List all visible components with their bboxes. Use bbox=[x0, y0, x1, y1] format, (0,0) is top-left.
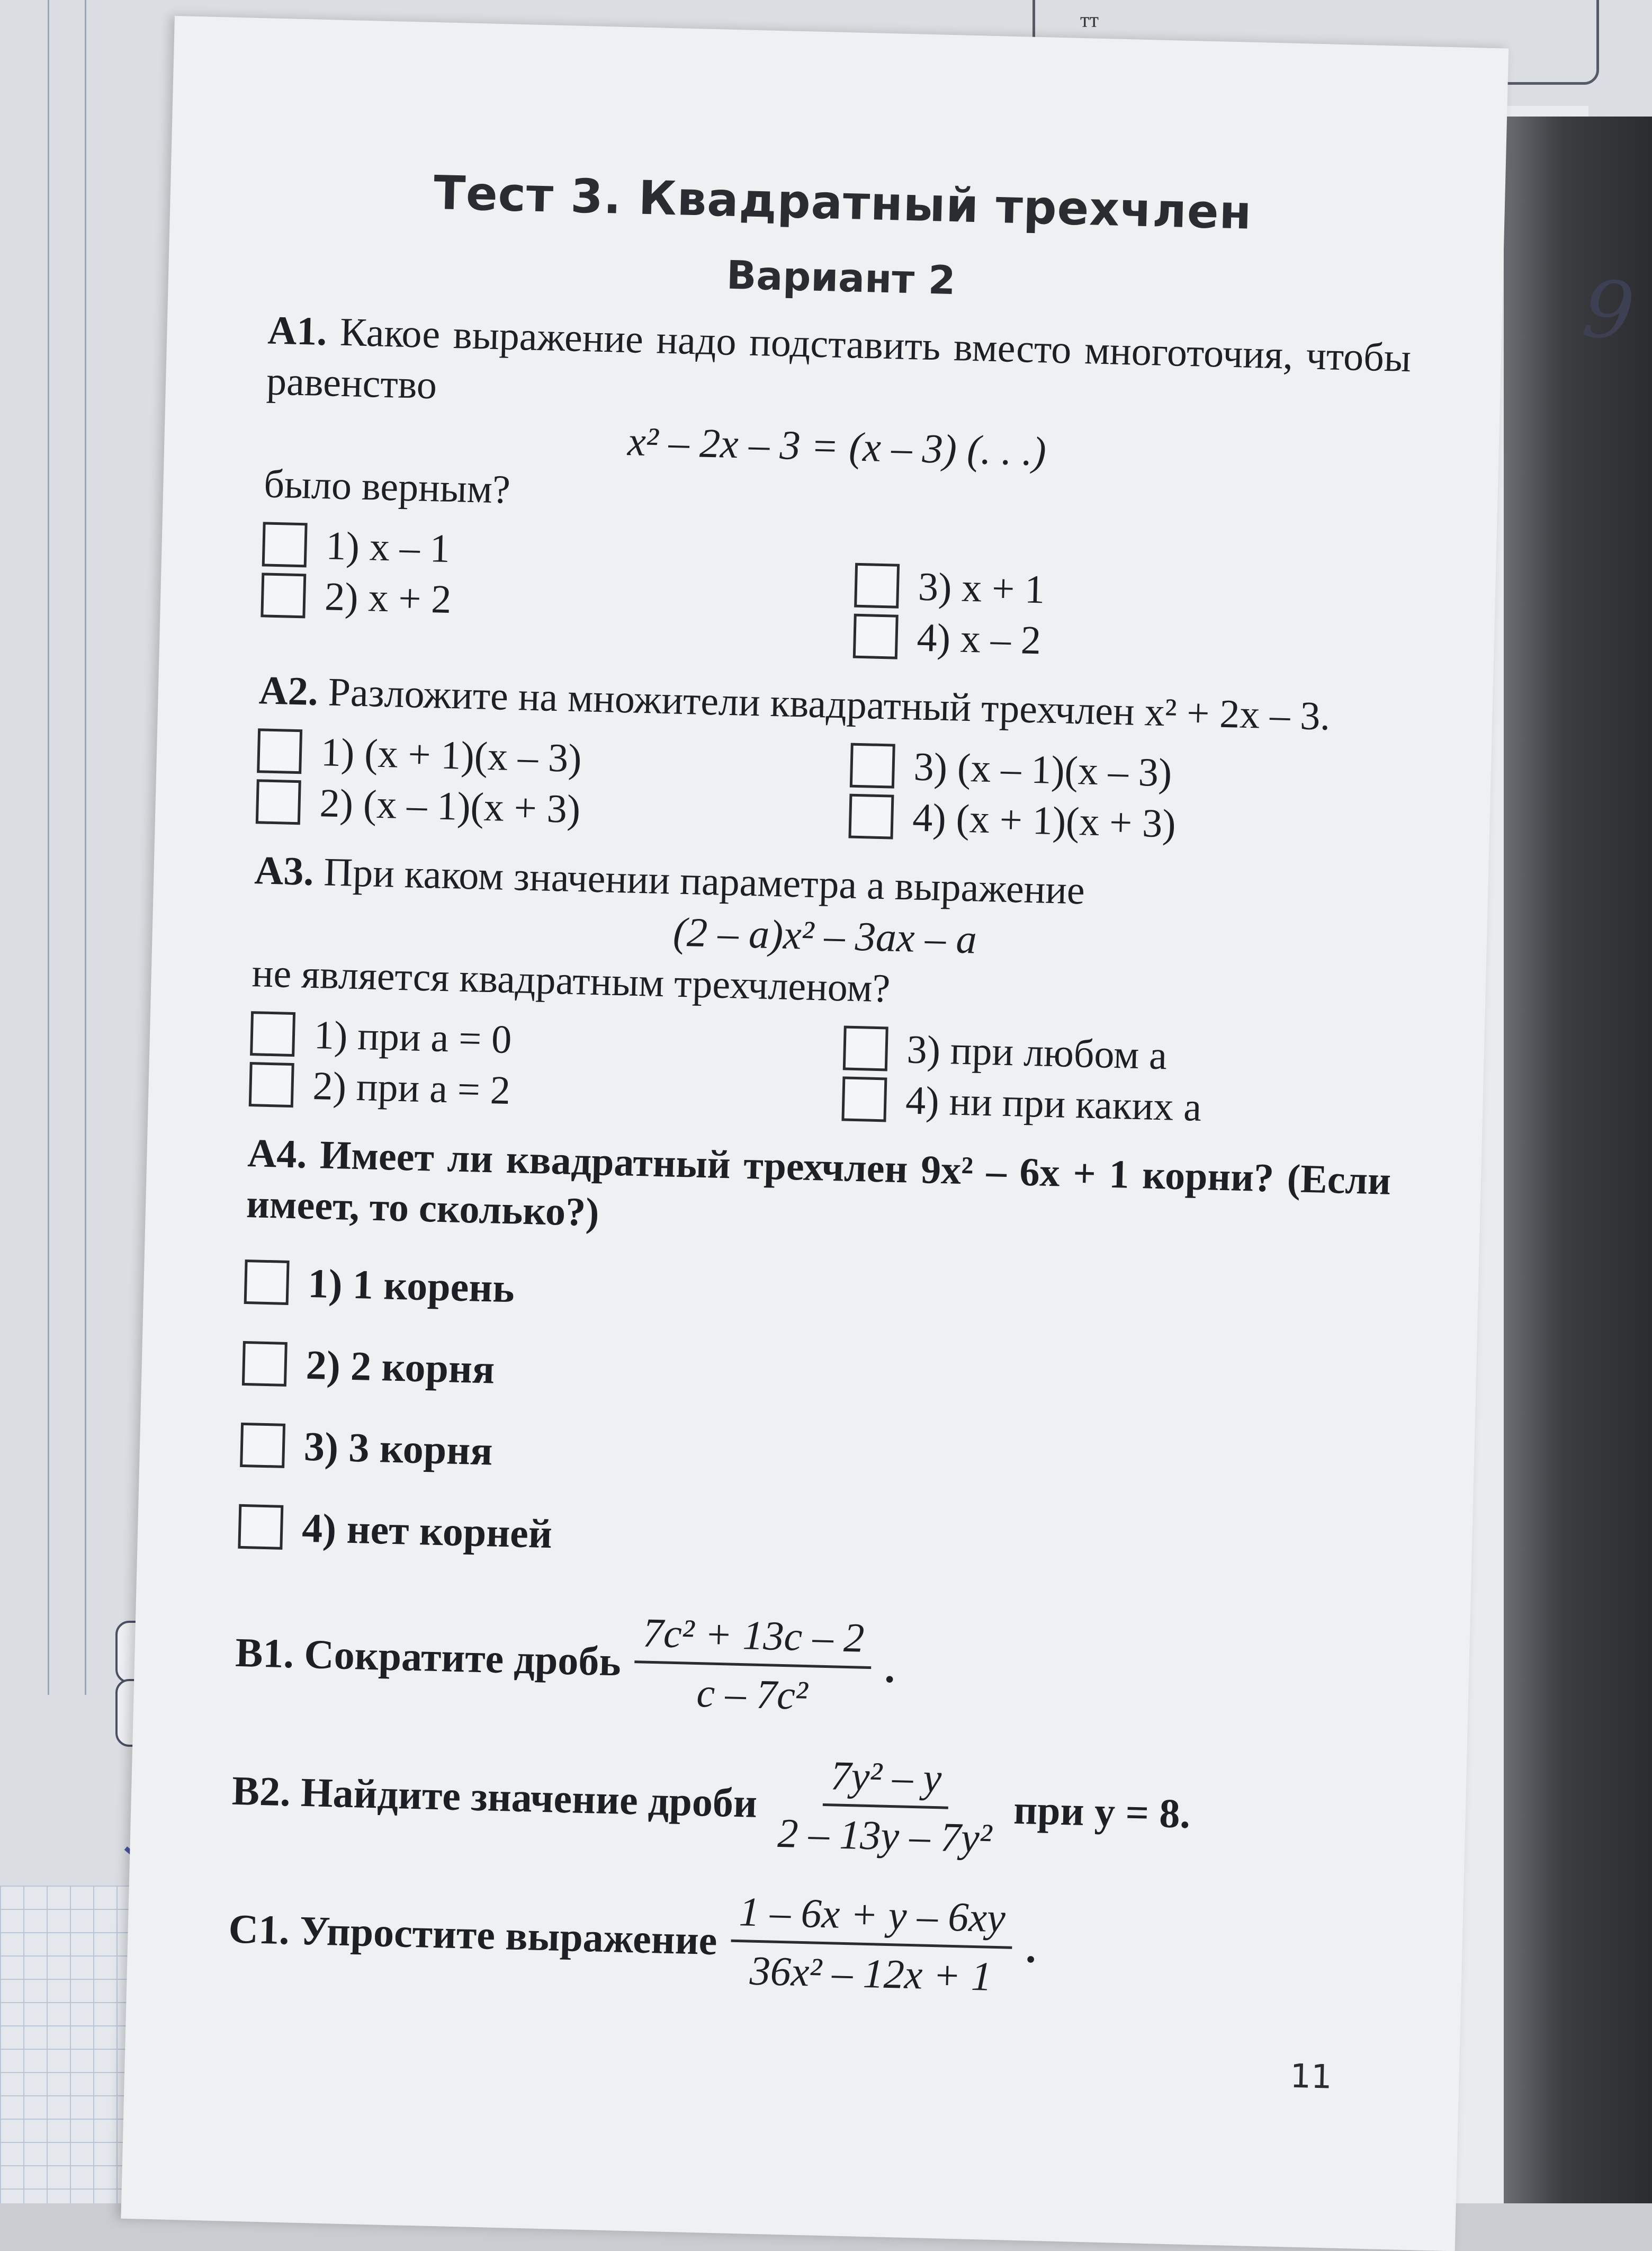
question-text-continued: не является квадратным трехчленом? bbox=[251, 951, 891, 1011]
answer-options bbox=[260, 519, 1406, 675]
option-label: 2) (x – 1)(x + 3) bbox=[319, 780, 581, 832]
options-column bbox=[853, 560, 1406, 675]
checkbox[interactable] bbox=[256, 779, 301, 825]
checkbox[interactable] bbox=[854, 563, 900, 609]
question-text: При каком значении параметра a выражение bbox=[323, 850, 1085, 913]
fraction-denominator: c – 7c² bbox=[696, 1669, 809, 1719]
checkbox[interactable] bbox=[257, 728, 302, 774]
variant-heading: Вариант 2 bbox=[726, 252, 956, 304]
option-label: 3) (x – 1)(x – 3) bbox=[913, 744, 1173, 795]
fraction bbox=[769, 1750, 1001, 1863]
answer-options bbox=[256, 725, 1402, 855]
fraction-numerator: 1 – 6x + y – 6xy bbox=[731, 1888, 1013, 1949]
option-label: 3) x + 1 bbox=[918, 564, 1046, 612]
fraction bbox=[633, 1609, 872, 1721]
question-label: А4. bbox=[247, 1131, 308, 1177]
option-label: 4) ни при каких a bbox=[905, 1077, 1202, 1130]
checkbox[interactable] bbox=[242, 1341, 288, 1387]
checkbox[interactable] bbox=[249, 1062, 294, 1107]
question-label: В1. bbox=[235, 1629, 295, 1676]
question-label: А2. bbox=[258, 668, 319, 714]
question-a4 bbox=[246, 1128, 1391, 1257]
handwritten-note: 9 bbox=[1578, 262, 1639, 360]
fraction-numerator: 7y² – y bbox=[822, 1752, 949, 1809]
option-label: 1) x – 1 bbox=[325, 523, 451, 571]
options-column bbox=[249, 1008, 802, 1123]
question-label: С1. bbox=[228, 1905, 290, 1953]
option-label: 2) x + 2 bbox=[324, 574, 452, 622]
checkbox[interactable] bbox=[843, 1025, 888, 1071]
test-page bbox=[121, 16, 1509, 2251]
answer-options bbox=[249, 1008, 1395, 1138]
top-mark: тт bbox=[1080, 8, 1099, 32]
option-label: 1) при a = 0 bbox=[313, 1012, 513, 1062]
fraction-denominator: 2 – 13y – 7y² bbox=[777, 1809, 993, 1861]
option-label: 4) x – 2 bbox=[916, 615, 1042, 663]
question-text: Какое выражение надо подставить вместо многоточия, чтобы равенство bbox=[266, 309, 1412, 408]
option-label: 2) при a = 2 bbox=[312, 1063, 511, 1113]
question-text: Разложите на множители квадратный трехчлен x² + 2x – 3. bbox=[327, 669, 1331, 739]
question-tail: при y = 8. bbox=[1013, 1786, 1191, 1837]
options-column bbox=[260, 519, 814, 660]
page-content bbox=[227, 162, 1415, 2010]
checkbox[interactable] bbox=[262, 522, 308, 567]
notebook-rule-line bbox=[85, 0, 86, 1695]
question-text: Сократите дробь bbox=[303, 1630, 622, 1685]
checkbox[interactable] bbox=[240, 1423, 285, 1468]
fraction-denominator: 36x² – 12x + 1 bbox=[749, 1947, 993, 1999]
options-column bbox=[848, 740, 1401, 855]
fraction bbox=[730, 1888, 1013, 2001]
page-title: Тест 3. Квадратный трехчлен bbox=[433, 165, 1253, 240]
question-b1 bbox=[234, 1599, 1380, 1734]
notebook-rule-line bbox=[48, 0, 49, 1695]
question-text: Имеет ли квадратный трехчлен 9x² – 6x + 1 корни? (Если имеет, то сколько?) bbox=[246, 1132, 1391, 1235]
question-label: В2. bbox=[231, 1767, 291, 1815]
question-tail: . bbox=[884, 1645, 896, 1691]
option-label: 2) 2 корня bbox=[305, 1341, 496, 1392]
option-label: 3) 3 корня bbox=[303, 1423, 493, 1474]
checkbox[interactable] bbox=[848, 794, 894, 839]
option-label: 1) 1 корень bbox=[307, 1260, 515, 1311]
checkbox[interactable] bbox=[238, 1504, 283, 1550]
formula: (2 – a)x² – 3ax – a bbox=[672, 908, 977, 962]
question-label: А3. bbox=[254, 848, 315, 894]
formula: x² – 2x – 3 = (x – 3) (. . .) bbox=[627, 418, 1047, 475]
option-label: 3) при любом a bbox=[906, 1026, 1168, 1078]
question-tail: . bbox=[1025, 1924, 1037, 1971]
checkbox[interactable] bbox=[244, 1260, 290, 1305]
page-number: 11 bbox=[1289, 2056, 1333, 2096]
checkbox[interactable] bbox=[841, 1076, 887, 1122]
question-text: Упростите выражение bbox=[299, 1907, 718, 1963]
options-column bbox=[841, 1022, 1394, 1137]
checkbox[interactable] bbox=[250, 1011, 295, 1057]
option-label: 1) (x + 1)(x – 3) bbox=[320, 729, 582, 781]
answer-options bbox=[237, 1241, 1388, 1595]
option-label: 4) нет корней bbox=[301, 1504, 553, 1557]
question-text-continued: было верным? bbox=[263, 461, 511, 512]
question-text: Найдите значение дроби bbox=[300, 1768, 758, 1826]
question-c1 bbox=[227, 1875, 1373, 2010]
checkbox[interactable] bbox=[853, 614, 899, 659]
checkbox[interactable] bbox=[850, 743, 895, 789]
fraction-numerator: 7c² + 13c – 2 bbox=[635, 1609, 873, 1669]
dark-binding-edge bbox=[1504, 117, 1652, 2203]
checkbox[interactable] bbox=[261, 573, 306, 618]
question-b2 bbox=[231, 1737, 1377, 1872]
option-label: 4) (x + 1)(x + 3) bbox=[912, 795, 1177, 846]
options-column bbox=[256, 725, 809, 840]
question-label: А1. bbox=[267, 308, 328, 354]
